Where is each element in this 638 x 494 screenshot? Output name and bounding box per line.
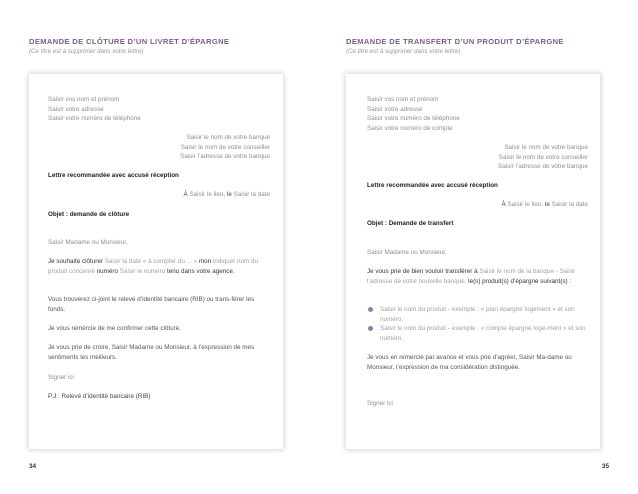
right-letter-sheet xyxy=(346,74,600,449)
p1-field-date: Saisir la date « à compter du ... » xyxy=(104,258,198,265)
bank-advisor: Saisir le nom de votre conseiller xyxy=(498,153,588,161)
paragraph-closing: Je vous en remercie par avance et vous prie d’agréer, Saisir Ma-dame ou Monsieur, l’expression de ma considération distinguée. xyxy=(367,354,572,371)
paragraph-closing: Je vous prie de croire, Saisir Madame ou Monsieur, à l’expression de mes sentiments les meilleurs. xyxy=(48,344,255,361)
bank-name: Saisir le nom de votre banque xyxy=(504,144,588,151)
signature-field: Signer ici xyxy=(48,374,74,381)
letter-object: Objet : Demande de transfert xyxy=(367,220,454,227)
place-prefix: À xyxy=(501,201,506,208)
sender-phone: Saisir votre numéro de téléphone xyxy=(367,115,460,122)
p1-text-2: le(s) produit(s) d’épargne suivant(s) : xyxy=(468,277,572,285)
left-page-subtitle: (Ce titre est à supprimer dans votre lettre) xyxy=(29,48,144,55)
left-letter-sheet xyxy=(29,74,283,449)
p1-field-bank: Saisir le nom de la banque - Saisir l’adresse de votre nouvelle banque, xyxy=(367,268,576,285)
place-field: Saisir le lieu, xyxy=(507,201,544,208)
letter-object: Objet : demande de clôture xyxy=(48,211,130,218)
p1-text-1: Je souhaite clôturer xyxy=(48,258,103,265)
bank-address: Saisir l’adresse de votre banque xyxy=(180,153,270,160)
sender-address: Saisir votre adresse xyxy=(367,105,423,113)
page-number-right: 35 xyxy=(601,463,609,470)
date-prefix: le xyxy=(544,201,550,208)
place-date-line xyxy=(502,200,588,210)
bank-address: Saisir l’adresse de votre banque xyxy=(498,163,588,170)
p1-field-product: indiquer nom du produit concerné xyxy=(48,258,259,275)
date-prefix: le xyxy=(226,191,232,198)
salutation: Saisir Madame ou Monsieur, xyxy=(367,249,447,256)
right-page-title: DEMANDE DE TRANSFERT D’UN PRODUIT D’ÉPARGNE xyxy=(346,37,564,46)
date-field: Saisir la date xyxy=(551,201,588,208)
bank-advisor: Saisir le nom de votre conseiller xyxy=(180,143,270,151)
date-field: Saisir la date xyxy=(233,191,270,198)
left-page-title: DEMANDE DE CLÔTURE D’UN LIVRET D’ÉPARGNE xyxy=(29,37,230,46)
p1-field-number: Saisir le numéro xyxy=(119,267,166,275)
recommended-letter: Lettre recommandée avec accusé réception xyxy=(367,182,498,189)
bullet-icon xyxy=(368,326,373,331)
signature-field: Signer ici xyxy=(367,400,393,407)
sender-account: Saisir votre numéro de compte xyxy=(367,124,453,132)
p1-text-3: numéro xyxy=(96,267,119,275)
paragraph-thanks: Je vous remercie de me confirmer cette clôture. xyxy=(48,325,181,332)
paragraph-rib: Vous trouverez ci-joint le relevé d’identité bancaire (RIB) ou trans-férer les fonds. xyxy=(48,296,255,313)
sender-name: Saisir vos nom et prénom xyxy=(48,96,120,103)
page-number-left: 34 xyxy=(29,463,37,470)
recommended-letter: Lettre recommandée avec accusé réception xyxy=(48,172,179,179)
salutation: Saisir Madame ou Monsieur, xyxy=(48,239,128,246)
sender-address: Saisir votre adresse xyxy=(48,105,104,113)
sender-phone: Saisir votre numéro de téléphone xyxy=(48,115,141,122)
right-page-subtitle: (Ce titre est à supprimer dans votre lettre) xyxy=(346,48,461,55)
paragraph-closure xyxy=(48,257,272,276)
attachment-line: P.J : Relevé d’identité bancaire (RIB) xyxy=(48,393,151,400)
p1-text-2: mon xyxy=(198,258,212,265)
sender-name: Saisir vos nom et prénom xyxy=(367,96,439,103)
right-page xyxy=(319,0,638,494)
place-prefix: À xyxy=(183,191,188,198)
list-item-text: Saisir le nom du produit - exemple : « plan épargne logement » et son numéro, xyxy=(380,306,575,323)
list-item-product-1 xyxy=(380,305,588,324)
list-item-text: Saisir le nom du produit - exemple : « compte épargne loge-ment » et son numéro. xyxy=(380,325,586,342)
list-item-product-2 xyxy=(380,324,588,343)
p1-text-4: tenu dans votre agence. xyxy=(167,267,235,275)
paragraph-transfer xyxy=(367,267,589,286)
bullet-icon xyxy=(368,307,373,312)
place-date-line xyxy=(184,190,270,200)
place-field: Saisir le lieu, xyxy=(189,191,226,198)
bank-name: Saisir le nom de votre banque xyxy=(186,134,270,141)
p1-text-1: Je vous prie de bien vouloir transférer à xyxy=(367,268,478,275)
